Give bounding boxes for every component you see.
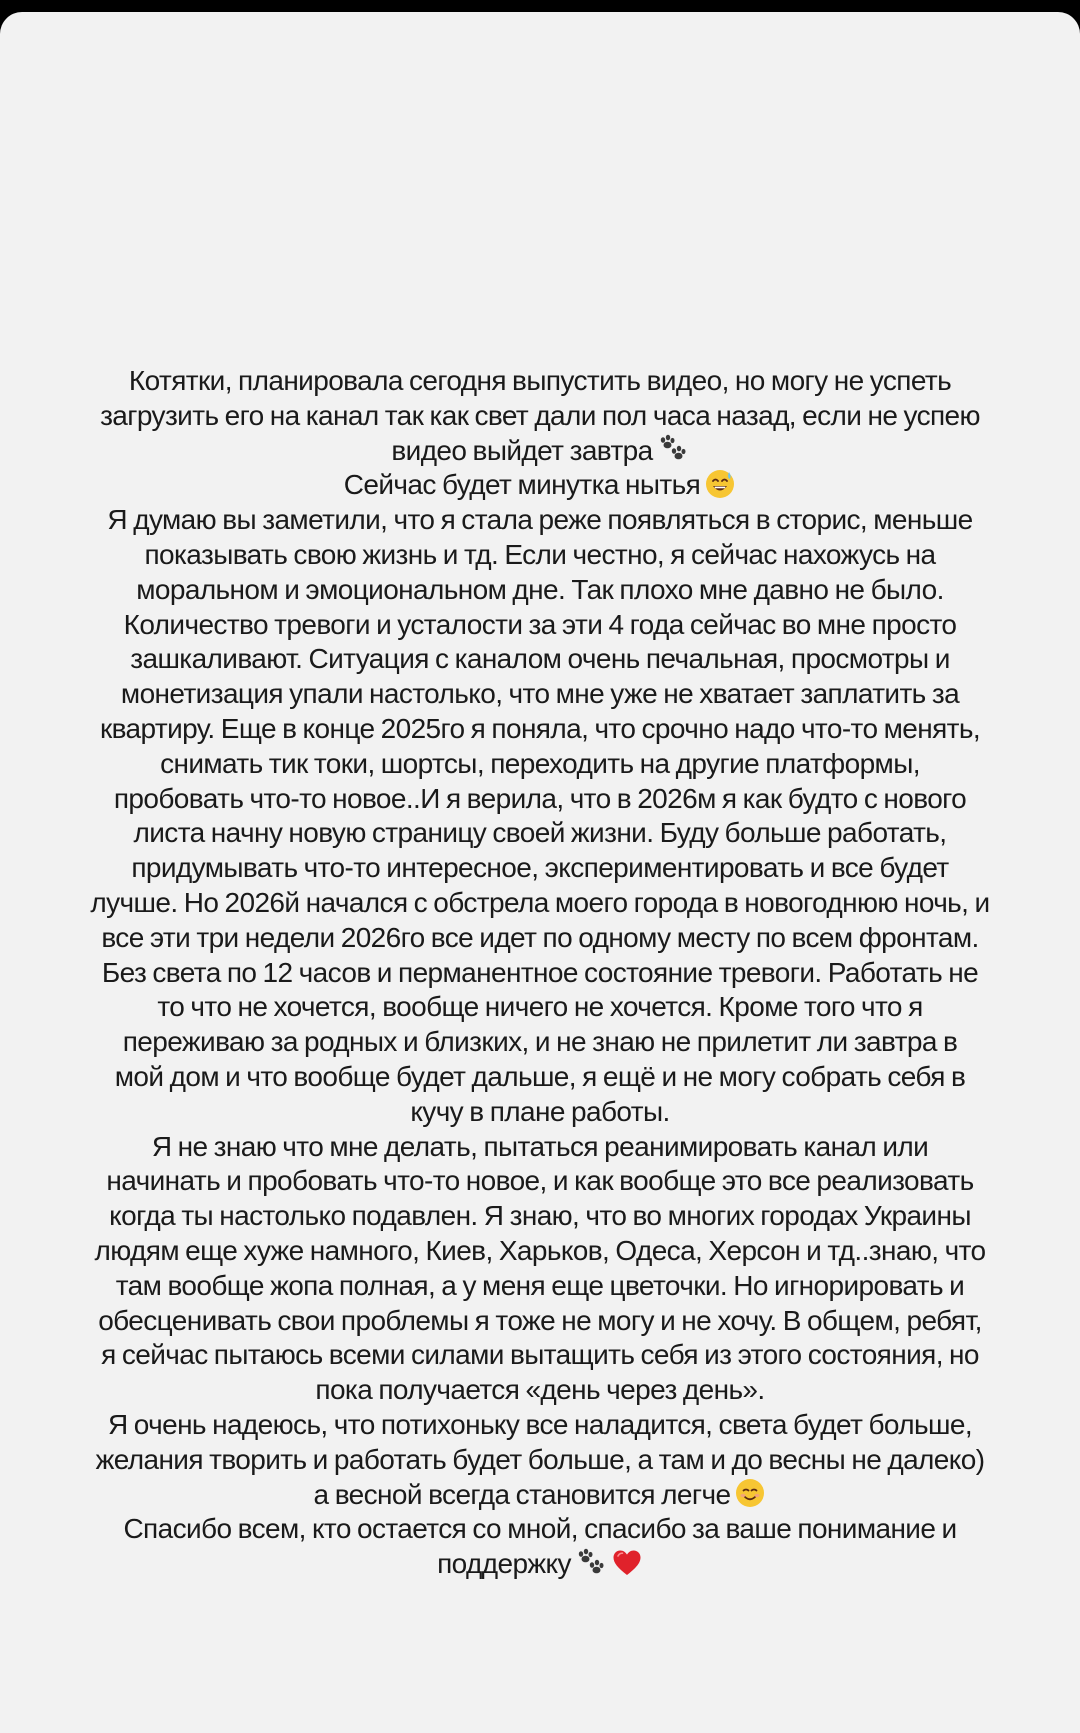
story-line: Я очень надеюсь, что потихоньку все наладится, света будет больше, <box>107 1408 973 1440</box>
story-line: Я не знаю что мне делать, пытаться реанимировать канал или <box>151 1130 929 1162</box>
story-line: Без света по 12 часов и перманентное состояние тревоги. Работать не <box>101 956 979 988</box>
grinning-sweat-face-icon <box>704 468 736 500</box>
story-line: кучу в плане работы. <box>410 1095 670 1127</box>
story-line: зашкаливают. Ситуация с каналом очень печальная, просмотры и <box>130 643 950 675</box>
story-line: загрузить его на канал так как свет дали пол часа назад, если не успею <box>100 399 980 431</box>
story-line: мой дом и что вообще будет дальше, я ещё и не могу собрать себя в <box>114 1060 966 1092</box>
story-line: видео выйдет завтра <box>34 434 1046 469</box>
story-line: все эти три недели 2026го все идет по одному месту по всем фронтам. <box>101 921 979 953</box>
story-line: поддержку <box>34 1547 1046 1582</box>
story-line: людям еще хуже намного, Киев, Харьков, Одеса, Херсон и тд..знаю, что <box>94 1234 986 1266</box>
story-line: показывать свою жизнь и тд. Если честно, я сейчас нахожусь на <box>144 538 936 570</box>
story-line: Сейчас будет минутка нытья <box>34 468 1046 503</box>
story-line: пробовать что-то новое..И я верила, что в 2026м я как будто с нового <box>113 782 967 814</box>
story-line: Количество тревоги и усталости за эти 4 года сейчас во мне просто <box>123 608 957 640</box>
story-line: переживаю за родных и близких, и не знаю не прилетит ли завтра в <box>122 1026 958 1058</box>
story-line: моральном и эмоциональном дне. Так плохо мне давно не было. <box>136 573 944 605</box>
story-line: снимать тик токи, шортсы, переходить на другие платформы, <box>160 747 920 779</box>
story-line: начинать и пробовать что-то новое, и как вообще это все реализовать <box>106 1165 974 1197</box>
story-text <box>34 364 1046 1582</box>
story-line: монетизация упали настолько, что мне уже не хватает заплатить за <box>120 678 960 710</box>
story-line: лучше. Но 2026й начался с обстрела моего города в новогоднюю ночь, и <box>90 886 990 918</box>
text-story-card <box>0 12 1080 1733</box>
story-line: пока получается «день через день». <box>315 1374 765 1406</box>
story-line: а весной всегда становится легче <box>34 1478 1046 1513</box>
smiling-face-icon <box>734 1477 766 1509</box>
story-line: я сейчас пытаюсь всеми силами вытащить себя из этого состояния, но <box>101 1339 979 1371</box>
paw-prints-icon <box>575 1547 607 1579</box>
red-heart-icon <box>611 1547 643 1579</box>
story-line: желания творить и работать будет больше, а там и до весны не далеко) <box>95 1443 985 1475</box>
story-line: квартиру. Еще в конце 2025го я поняла, что срочно надо что-то менять, <box>99 712 981 744</box>
story-line: листа начну новую страницу своей жизни. Буду больше работать, <box>133 817 947 849</box>
story-line: Спасибо всем, кто остается со мной, спасибо за ваше понимание и <box>123 1513 957 1545</box>
story-line: придумывать что-то интересное, экспериментировать и все будет <box>131 852 949 884</box>
story-line: обесценивать свои проблемы я тоже не могу и не хочу. В общем, ребят, <box>98 1304 982 1336</box>
story-line: там вообще жопа полная, а у меня еще цветочки. Но игнорировать и <box>115 1269 965 1301</box>
story-line: Я думаю вы заметили, что я стала реже появляться в сторис, меньше <box>107 504 973 536</box>
story-line: когда ты настолько подавлен. Я знаю, что во многих городах Украины <box>109 1200 971 1232</box>
story-line: то что не хочется, вообще ничего не хочется. Кроме того что я <box>157 991 923 1023</box>
paw-prints-icon <box>657 433 689 465</box>
story-line: Котятки, планировала сегодня выпустить видео, но могу не успеть <box>128 365 952 396</box>
